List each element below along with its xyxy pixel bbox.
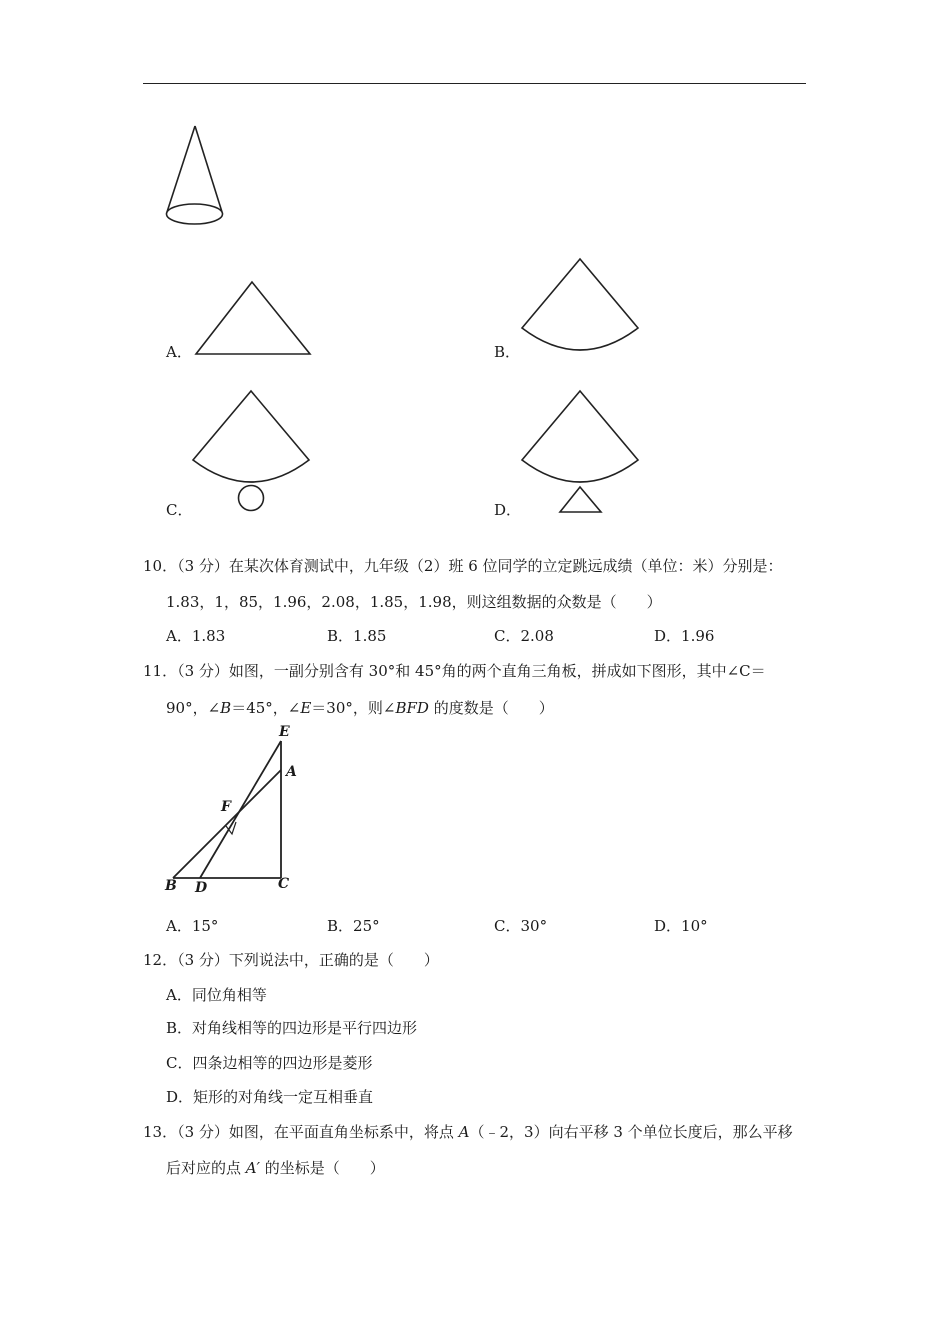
q10-option-b[interactable]: B．1.85 (327, 627, 387, 645)
q11-stem-line1: 11．（3 分）如图，一副分别含有 30°和 45°角的两个直角三角板，拼成如下图形，其中∠C＝ (143, 662, 766, 680)
q11-stem-line2: 90°，∠B＝45°，∠E＝30°，则∠BFD 的度数是（ ） (166, 699, 554, 717)
q12-stem: 12．（3 分）下列说法中，正确的是（ ） (143, 951, 439, 969)
q10-stem-line1: 10．（3 分）在某次体育测试中，九年级（2）班 6 位同学的立定跳远成绩（单位：米）分别是： (143, 557, 783, 575)
q9-option-c-label[interactable]: C． (166, 501, 193, 519)
figure-label-a: A (286, 764, 297, 780)
q11-option-c[interactable]: C．30° (494, 917, 548, 935)
figure-label-d: D (195, 880, 208, 896)
figure-label-e: E (279, 724, 290, 740)
figure-label-c: C (278, 876, 290, 892)
figure-label-f: F (221, 799, 231, 815)
q12-option-b[interactable]: B．对角线相等的四边形是平行四边形 (166, 1019, 418, 1037)
q10-option-d[interactable]: D．1.96 (654, 627, 715, 645)
q9-option-d-label[interactable]: D． (494, 501, 522, 519)
figure-label-b: B (165, 878, 177, 894)
q9-option-b-label[interactable]: B． (494, 343, 521, 361)
q13-stem-line2: 后对应的点 A′ 的坐标是（ ） (166, 1159, 385, 1177)
q11-option-d[interactable]: D．10° (654, 917, 708, 935)
q12-option-a[interactable]: A．同位角相等 (166, 986, 267, 1004)
q11-option-b[interactable]: B．25° (327, 917, 380, 935)
q10-stem-line2: 1.83，1，85，1.96，2.08，1.85，1.98，则这组数据的众数是（ ） (166, 593, 662, 611)
q9-option-a-label[interactable]: A． (166, 343, 192, 361)
q12-option-c[interactable]: C．四条边相等的四边形是菱形 (166, 1054, 373, 1072)
q12-option-d[interactable]: D．矩形的对角线一定互相垂直 (166, 1088, 374, 1106)
q13-stem-line1: 13．（3 分）如图，在平面直角坐标系中，将点 A（﹣2，3）向右平移 3 个单位长度后，那么平移 (143, 1123, 793, 1141)
q11-option-a[interactable]: A．15° (166, 917, 219, 935)
q10-option-a[interactable]: A．1.83 (166, 627, 226, 645)
q10-option-c[interactable]: C．2.08 (494, 627, 554, 645)
